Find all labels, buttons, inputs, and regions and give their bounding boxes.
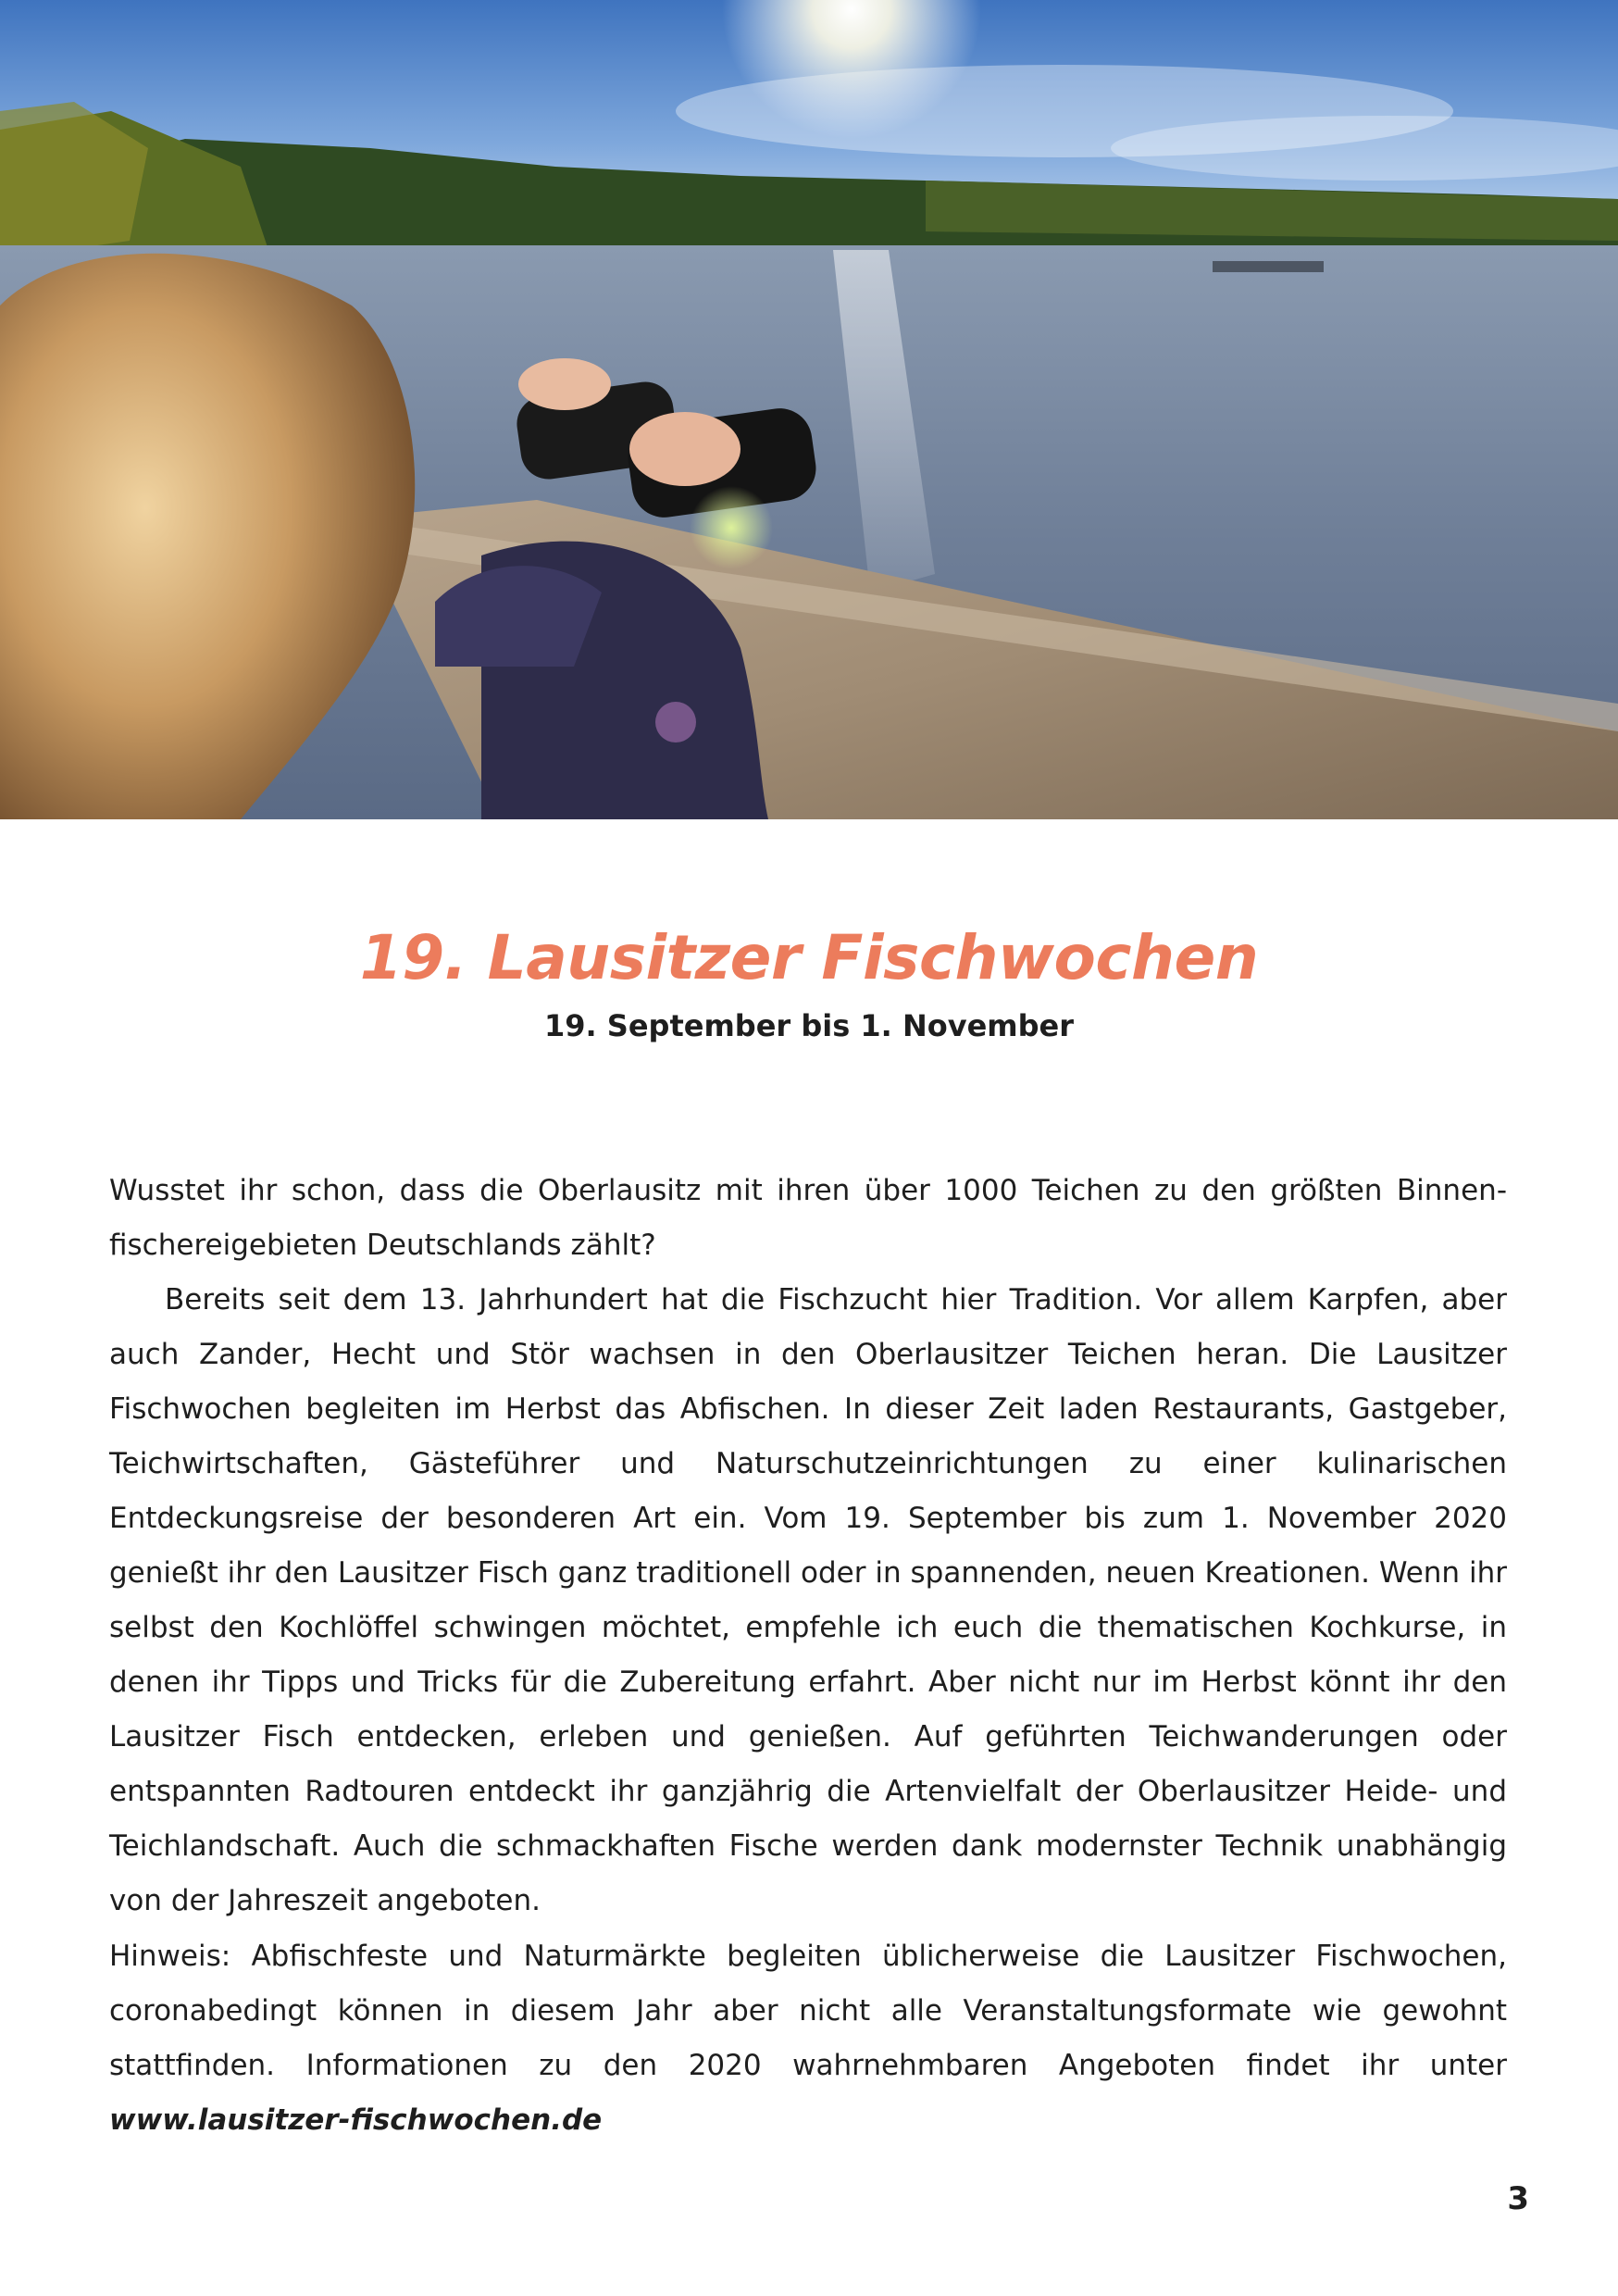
website-link[interactable]: www.lausitzer-fischwochen.de [109,2103,603,2137]
note-block [109,1929,1507,2148]
main-paragraph: Bereits seit dem 13. Jahrhundert hat die Fischzucht hier Tradition. Vor allem Karpfen, aber auch Zander, Hecht und Stör wachsen in den Oberlausitzer Teichen heran. Die Lausitzer Fischwochen begleiten im Herbst das Abfischen. In dieser Zeit laden Restaurants, Gastgeber, Teichwirtschaften, Gästeführer und Naturschutzeinrichtungen zu einer kulinarischen Entdeckungsreise der besonderen Art ein. Vom 19. September bis zum 1. November 2020 genießt ihr den Lausitzer Fisch ganz traditionell oder in spannenden, neuen Kreationen. Wenn ihr selbst den Kochlöffel schwingen möchtet, empfehle ich euch die thematischen Kochkurse, in denen ihr Tipps und Tricks für die Zubereitung erfahrt. Aber nicht nur im Herbst könnt ihr den Lausitzer Fisch entdecken, erleben und genießen. Auf geführten Teichwanderungen oder entspannten Radtouren entdeckt ihr ganzjährig die Artenvielfalt der Oberlausitzer Heide- und Teichlandschaft. Auch die schmackhaften Fische werden dank modernster Technik unabhängig von der Jahreszeit angeboten. [109,1283,1507,1917]
article-body [109,1164,1507,1928]
note-text: Hinweis: Abfischfeste und Naturmärkte begleiten üblicherweise die Lausitzer Fischwochen, coronabedingt können in diesem Jahr aber nicht alle Veranstaltungsformate wie gewohnt stattfinden. Informationen zu den 2020 wahrnehmbaren Angeboten findet ihr unter [109,1940,1507,2082]
page-number: 3 [1507,2180,1529,2217]
intro-paragraph: Wusstet ihr schon, dass die Oberlausitz mit ihren über 1000 Teichen zu den größten Binnenfischereigebieten Deutschlands zählt? [109,1174,1507,1262]
event-dates: 19. September bis 1. November [543,1008,1075,1043]
page-title: 19. Lausitzer Fischwochen [359,922,1259,993]
hero-photo [0,0,1618,819]
note-paragraph [109,1929,1507,2148]
lake-binoculars-photo [0,0,1618,819]
